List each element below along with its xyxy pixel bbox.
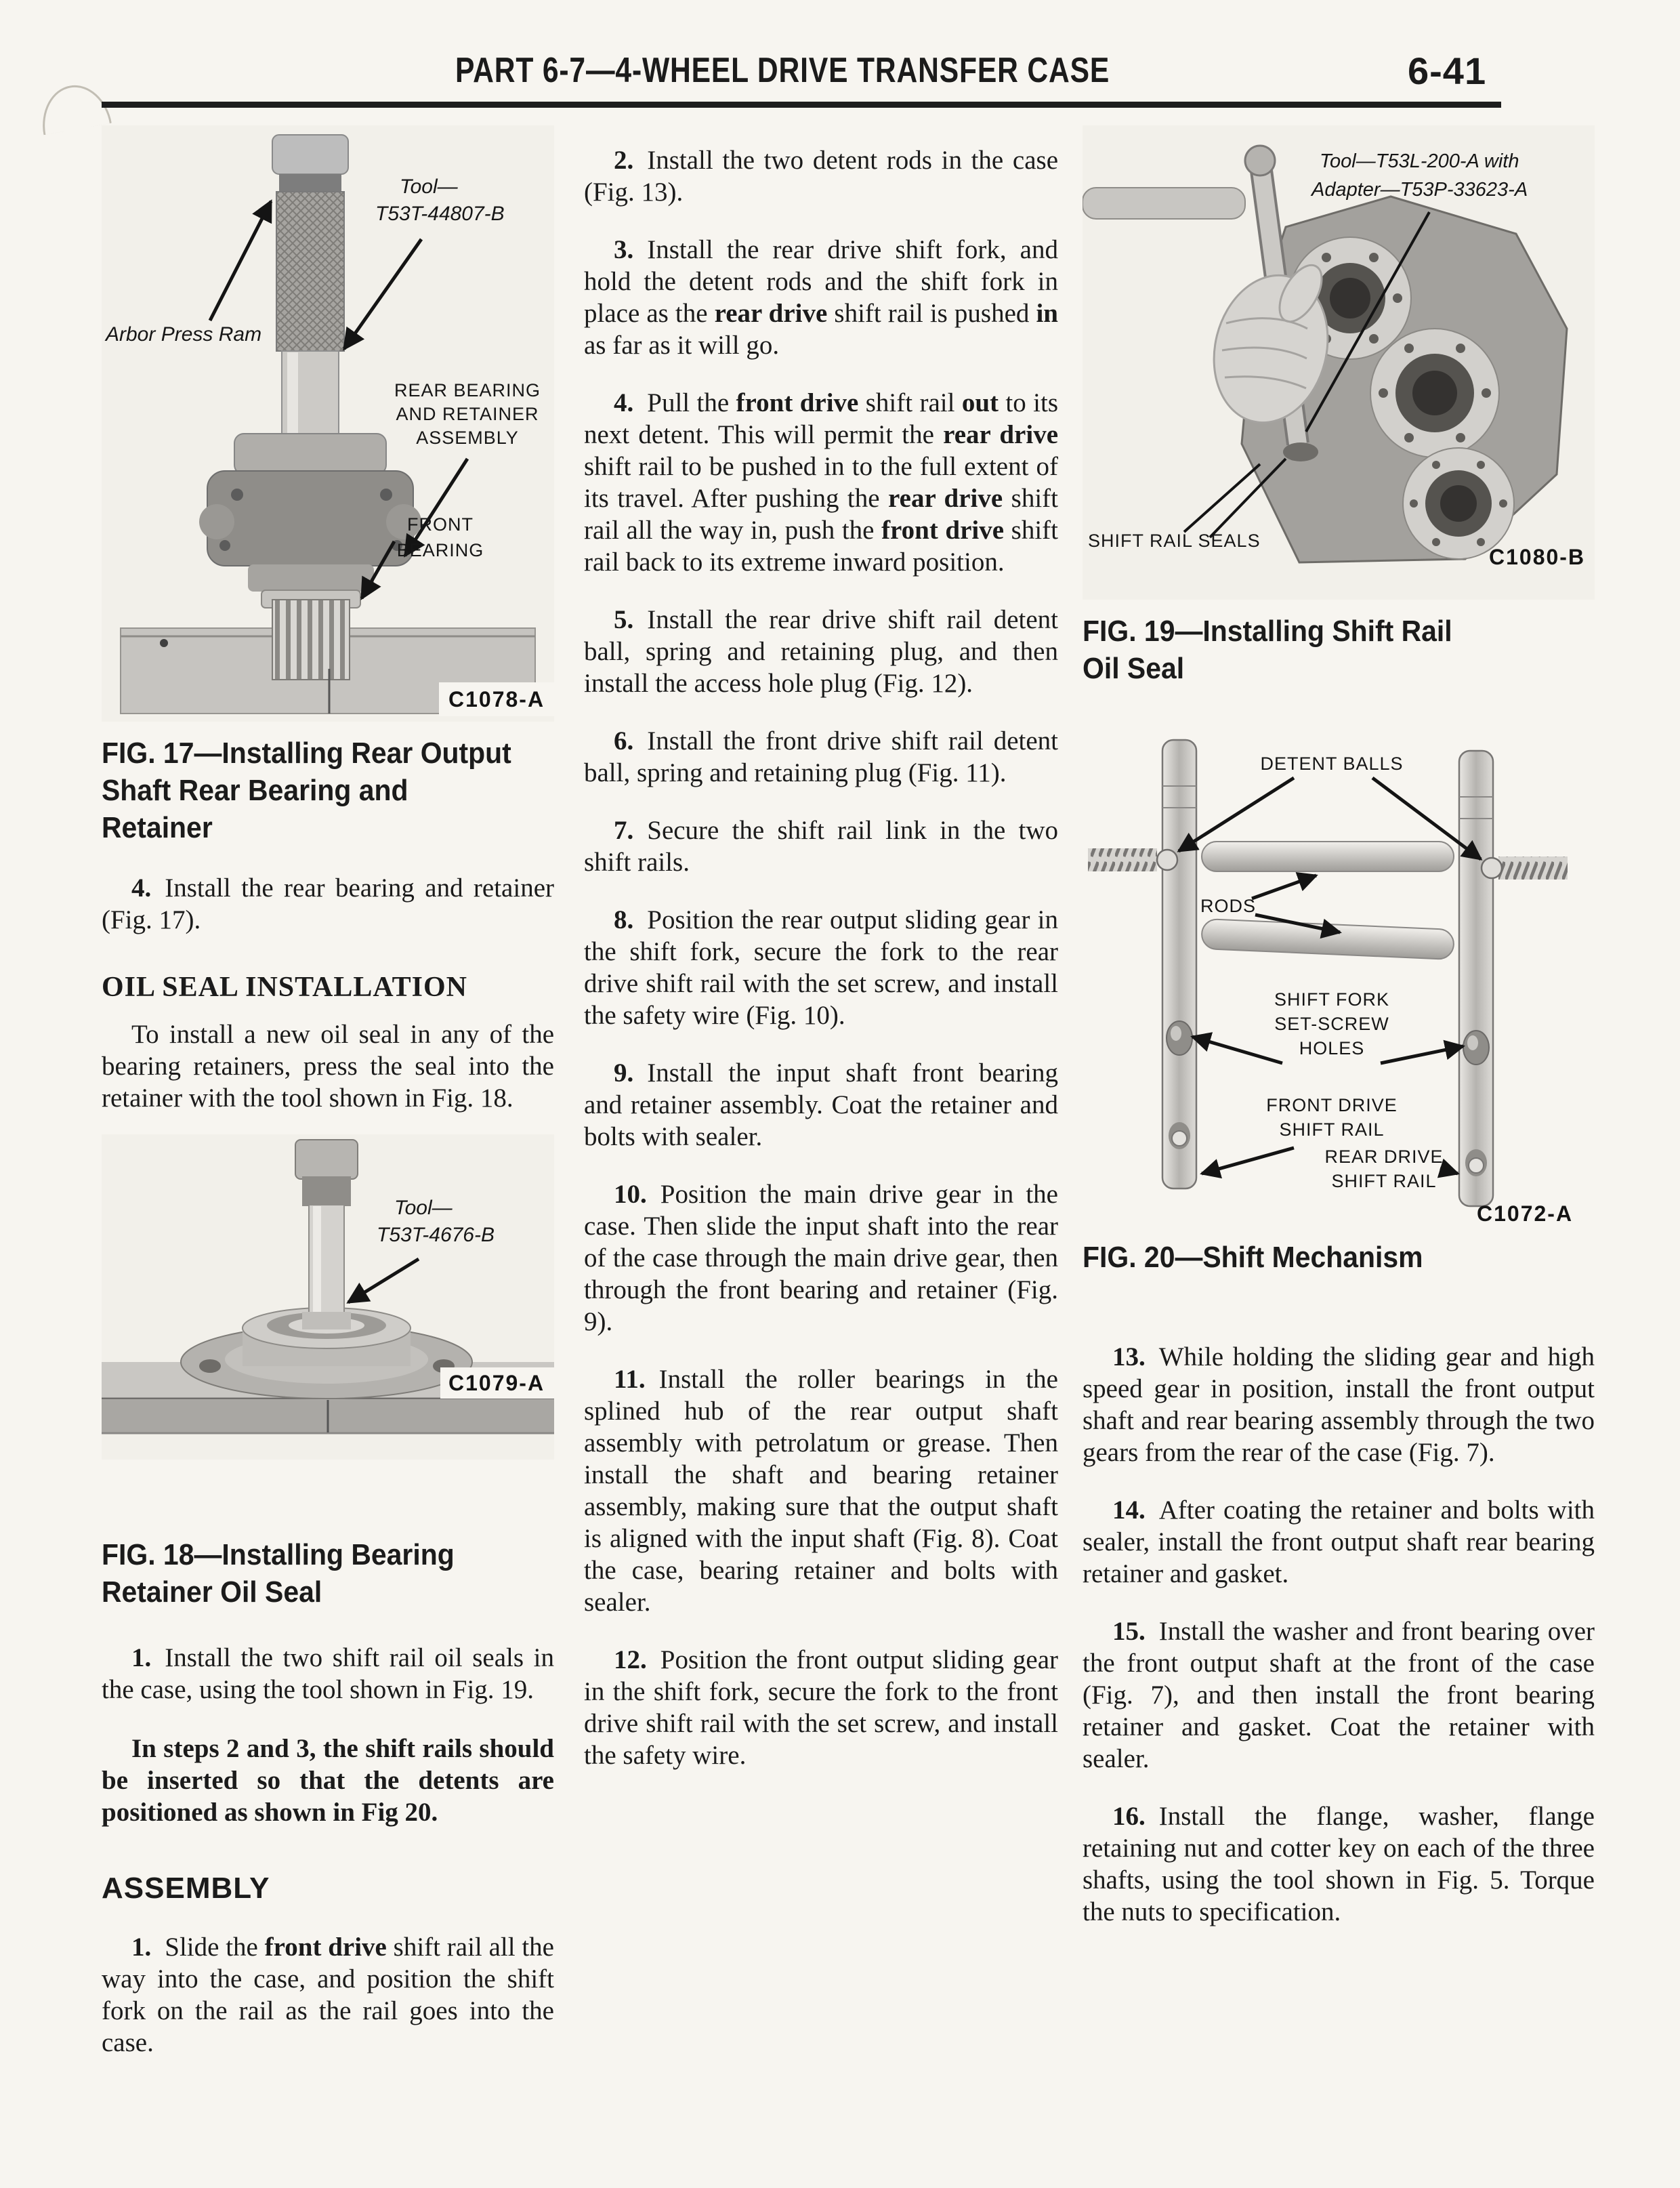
- set-screw-holes-label-line2: SET-SCREW: [1274, 1014, 1389, 1034]
- figure-20-caption: FIG. 20—Shift Mechanism: [1083, 1241, 1423, 1274]
- step-text: Secure the shift rail link in the two shift rails.: [584, 816, 1058, 877]
- rear-bearing-label-line3: ASSEMBLY: [416, 428, 519, 448]
- step-text: Pull the front drive shift rail out to its next detent. This will permit the rear drive shift rail to be pushed in to the full extent of its travel. After pushing the rear drive shift rail all the way in, push the front drive shift rail back to its extreme inward position.: [584, 388, 1059, 577]
- right-column: [1083, 125, 1595, 1928]
- step-text: Install the washer and front bearing over the front output shaft at the front of the case (Fig. 7), and then install the front bearing retainer and gasket. Coat the retainer with sealer.: [1083, 1617, 1595, 1773]
- figure-19: [1083, 125, 1595, 687]
- step-text: Install the rear drive shift fork, and hold the detent rods and the shift fork in place as the rear drive shift rail is pushed in as far as it will go.: [584, 235, 1058, 360]
- figure-19-illustration: [1083, 125, 1595, 600]
- pencil-arc-mark: [36, 80, 112, 136]
- step-number: 11.: [614, 1365, 646, 1394]
- rods-label: RODS: [1200, 896, 1257, 916]
- figure-18-illustration: [102, 1134, 554, 1460]
- middle-column: [584, 125, 1058, 1771]
- oil-seal-installation-heading: OIL SEAL INSTALLATION: [102, 972, 467, 1003]
- set-screw-holes-label-line1: SHIFT FORK: [1274, 989, 1390, 1010]
- header-rule: [102, 102, 1501, 108]
- figure-20-code: C1072-A: [1477, 1201, 1574, 1226]
- figure-17-caption: FIG. 17—Installing Rear Output Shaft Rear Bearing and Retainer: [102, 737, 511, 844]
- step-text: Install the two shift rail oil seals in the case, using the tool shown in Fig. 19.: [102, 1643, 554, 1704]
- step-paragraph: [584, 1363, 1058, 1618]
- rear-bearing-label-line1: REAR BEARING: [394, 380, 541, 400]
- figure-18: [102, 1114, 554, 1611]
- step-paragraph: [584, 144, 1058, 208]
- step-paragraph: [584, 387, 1058, 578]
- figure-18-caption: FIG. 18—Installing Bearing Retainer Oil Seal: [102, 1538, 455, 1609]
- figure-20-illustration: [1083, 721, 1595, 1226]
- front-drive-shift-rail-label-line1: FRONT DRIVE: [1266, 1095, 1398, 1115]
- step-paragraph: [584, 904, 1058, 1031]
- step-number: 1.: [131, 1643, 152, 1672]
- rear-bearing-label-line2: AND RETAINER: [396, 404, 539, 424]
- front-drive-shift-rail-label-line2: SHIFT RAIL: [1279, 1119, 1385, 1140]
- detent-position-note: In steps 2 and 3, the shift rails should be inserted so that the detents are positioned as shown in Fig 20.: [102, 1734, 554, 1827]
- step-text: Position the front output sliding gear in the shift fork, secure the fork to the front drive shift rail with the set screw, and install the safety wire.: [584, 1645, 1058, 1770]
- step-text: Install the front drive shift rail detent ball, spring and retaining plug (Fig. 11).: [584, 726, 1058, 787]
- splined-output-shaft: [272, 600, 350, 680]
- left-column: [102, 125, 554, 2059]
- figure-19-code: C1080-B: [1489, 545, 1586, 569]
- figure-17: [102, 125, 554, 846]
- detent-balls-label: DETENT BALLS: [1260, 754, 1404, 774]
- figure-18-code: C1079-A: [448, 1371, 545, 1395]
- tool-label-line2: Adapter—T53P-33623-A: [1311, 179, 1528, 201]
- rear-drive-shift-rail-drawing: [1459, 751, 1493, 1206]
- step-number: 10.: [614, 1180, 647, 1209]
- step-number: 4.: [614, 388, 634, 417]
- shift-rail-seals-label: SHIFT RAIL SEALS: [1088, 531, 1261, 551]
- tool-label-line1: Tool—: [400, 176, 458, 198]
- step-number: 6.: [614, 726, 634, 756]
- step-text: Slide the front drive shift rail all the way into the case, and position the shift fork on the rail as the rail goes into the case.: [102, 1933, 554, 2057]
- tool-label-line1: Tool—: [394, 1197, 453, 1219]
- step-paragraph: [584, 234, 1058, 361]
- step-number: 8.: [614, 905, 634, 934]
- step-text: Install the roller bearings in the splined hub of the rear output shaft assembly with petrolatum or grease. Then install the shaft and bearing retainer assembly, making sure that the output shaft is aligned with the input shaft (Fig. 8). Coat the case, bearing retainer and bolts with sealer.: [584, 1365, 1058, 1617]
- set-screw-holes-label-line3: HOLES: [1299, 1038, 1365, 1058]
- step-number: 16.: [1112, 1802, 1146, 1831]
- figure-20: [1083, 687, 1595, 1276]
- rear-drive-shift-rail-label-line2: SHIFT RAIL: [1331, 1171, 1437, 1191]
- figure-19-caption: FIG. 19—Installing Shift Rail Oil Seal: [1083, 615, 1452, 685]
- step-number: 3.: [614, 235, 634, 264]
- step-paragraph: [1083, 1494, 1595, 1590]
- arbor-press-and-tool: [272, 135, 348, 439]
- step-number: 4.: [131, 873, 152, 903]
- step-text: While holding the sliding gear and high speed gear in position, install the front output shaft and rear bearing assembly through the two gears from the rear of the case (Fig. 7).: [1083, 1342, 1595, 1467]
- page-title: PART 6-7—4-WHEEL DRIVE TRANSFER CASE: [455, 51, 1110, 90]
- case-opening-middle: [1370, 329, 1499, 457]
- step-paragraph: [102, 872, 554, 936]
- step-text: Install the rear drive shift rail detent ball, spring and retaining plug, and then install the access hole plug (Fig. 12).: [584, 605, 1058, 698]
- step-paragraph: [584, 1644, 1058, 1771]
- step-number: 15.: [1112, 1617, 1146, 1646]
- figure-17-illustration: [102, 125, 554, 722]
- step-paragraph: [1083, 1341, 1595, 1468]
- step-text: Position the main drive gear in the case. Then slide the input shaft into the rear of the case through the main drive gear, then through the front bearing and retainer (Fig. 9).: [584, 1180, 1058, 1336]
- step-text: Install the two detent rods in the case (Fig. 13).: [584, 146, 1058, 207]
- step-paragraph: [584, 1178, 1058, 1338]
- step-number: 7.: [614, 816, 634, 845]
- step-number: 2.: [614, 146, 634, 175]
- oil-seal-paragraph: To install a new oil seal in any of the bearing retainers, press the seal into the retainer with the tool shown in Fig. 18.: [102, 1020, 554, 1113]
- step-text: Install the flange, washer, flange retaining nut and cotter key on each of the three shafts, using the tool shown in Fig. 5. Torque the nuts to specification.: [1083, 1802, 1595, 1926]
- step-text: After coating the retainer and bolts with sealer, install the front output shaft rear bearing retainer and gasket.: [1083, 1495, 1595, 1588]
- arbor-press-ram-label: Arbor Press Ram: [106, 323, 262, 346]
- step-paragraph: [584, 1057, 1058, 1153]
- step-paragraph: [1083, 1800, 1595, 1928]
- case-opening-bottom: [1403, 448, 1514, 559]
- step-number: 13.: [1112, 1342, 1146, 1371]
- step-number: 12.: [614, 1645, 647, 1674]
- figure-17-code: C1078-A: [448, 687, 545, 711]
- step-text: Install the input shaft front bearing and retainer assembly. Coat the retainer and bolts with sealer.: [584, 1058, 1058, 1151]
- press-arm: [1083, 188, 1245, 219]
- front-bearing-label-line2: BEARING: [396, 540, 484, 560]
- step-number: 5.: [614, 605, 634, 634]
- step-paragraph: [102, 1642, 554, 1706]
- tool-label-line1: Tool—T53L-200-A with: [1320, 150, 1519, 172]
- step-paragraph: [102, 1931, 554, 2059]
- step-paragraph: [584, 604, 1058, 699]
- tool-label-line2: T53T-44807-B: [375, 203, 505, 225]
- front-drive-shift-rail-drawing: [1162, 740, 1196, 1189]
- step-number: 14.: [1112, 1495, 1146, 1525]
- step-paragraph: [584, 814, 1058, 878]
- step-text: Position the rear output sliding gear in the shift fork, secure the fork to the rear drive shift rail with the set screw, and install the safety wire (Fig. 10).: [584, 905, 1058, 1030]
- step-number: 9.: [614, 1058, 634, 1088]
- rear-drive-shift-rail-label-line1: REAR DRIVE: [1324, 1147, 1444, 1167]
- step-paragraph: [584, 725, 1058, 789]
- step-number: 1.: [131, 1933, 152, 1962]
- assembly-heading: ASSEMBLY: [102, 1872, 270, 1905]
- step-text: Install the rear bearing and retainer (Fig. 17).: [102, 873, 554, 934]
- step-paragraph: [1083, 1615, 1595, 1775]
- page-number: 6-41: [1408, 49, 1487, 92]
- tool-label-line2: T53T-4676-B: [377, 1224, 495, 1246]
- front-bearing-label-line1: FRONT: [407, 514, 474, 535]
